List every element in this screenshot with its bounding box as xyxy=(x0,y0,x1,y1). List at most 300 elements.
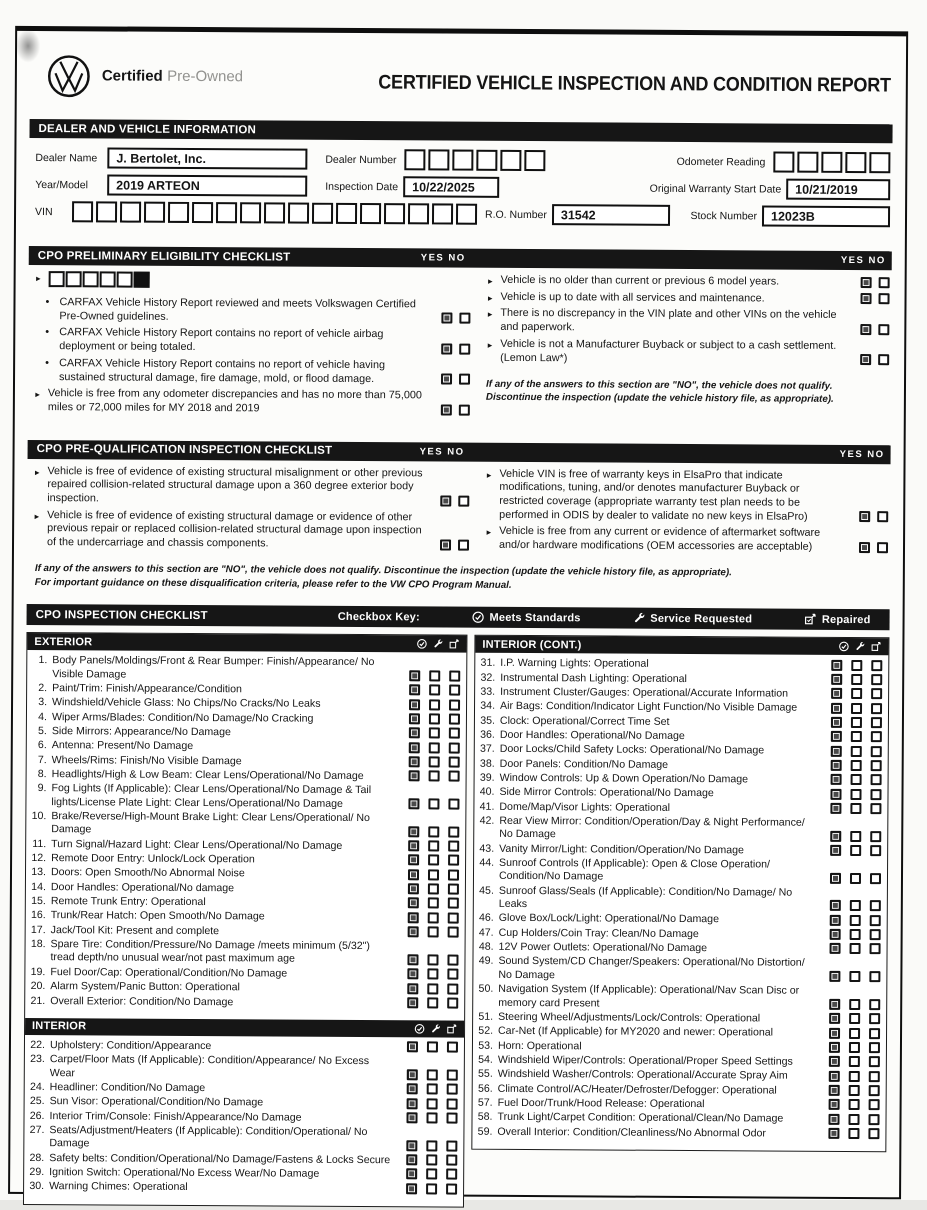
repaired-icon xyxy=(804,613,817,626)
item-number: 21. xyxy=(30,994,46,1007)
meets-standards-checkbox[interactable] xyxy=(829,1099,840,1110)
meets-standards-checkbox[interactable] xyxy=(409,699,420,710)
meets-standards-checkbox[interactable] xyxy=(407,1098,418,1109)
repaired-checkbox[interactable] xyxy=(869,1042,880,1053)
eligibility-item xyxy=(486,307,889,337)
yes-checkbox[interactable] xyxy=(441,404,452,415)
service-requested-checkbox[interactable] xyxy=(428,826,439,837)
meets-standards-checkbox[interactable] xyxy=(831,688,842,699)
repaired-checkbox[interactable] xyxy=(449,685,460,696)
repaired-checkbox[interactable] xyxy=(446,1112,457,1123)
service-requested-checkbox[interactable] xyxy=(851,688,862,699)
repaired-checkbox[interactable] xyxy=(447,1069,458,1080)
item-text: Fuel Door/Cap: Operational/Condition/No Damage xyxy=(50,965,288,980)
item-text: Door Handles: Operational/No Damage xyxy=(499,728,685,742)
checklist-item xyxy=(28,838,459,854)
meets-standards-checkbox[interactable] xyxy=(408,798,419,809)
meets-standards-checkbox[interactable] xyxy=(407,1084,418,1095)
warranty-start-field[interactable]: 10/21/2019 xyxy=(786,179,890,201)
checklist-item xyxy=(29,725,460,741)
meets-standards-checkbox[interactable] xyxy=(829,1013,840,1024)
repaired-checkbox[interactable] xyxy=(870,831,881,842)
repaired-checkbox[interactable] xyxy=(449,714,460,725)
yes-checkbox[interactable] xyxy=(859,511,870,522)
repaired-checkbox[interactable] xyxy=(449,742,460,753)
vin-field[interactable] xyxy=(69,201,477,224)
prequalification-item xyxy=(33,509,469,553)
yes-checkbox[interactable] xyxy=(441,374,452,385)
service-requested-checkbox[interactable] xyxy=(851,674,862,685)
repaired-checkbox[interactable] xyxy=(448,826,459,837)
yes-checkbox[interactable] xyxy=(860,324,871,335)
meets-standards-checkbox[interactable] xyxy=(831,674,842,685)
item-number: 18. xyxy=(30,938,46,951)
item-text: 12V Power Outlets: Operational/No Damage xyxy=(498,940,708,955)
checklist-item xyxy=(476,800,881,816)
item-text: Fuel Door/Trunk/Hood Release: Operational xyxy=(497,1096,705,1111)
yes-checkbox[interactable] xyxy=(859,542,870,553)
repaired-checkbox[interactable] xyxy=(448,912,459,923)
service-requested-checkbox[interactable] xyxy=(851,774,862,785)
checklist-item xyxy=(27,1081,458,1097)
meets-standards-checkbox[interactable] xyxy=(409,728,420,739)
yes-checkbox[interactable] xyxy=(440,539,451,550)
repaired-checkbox[interactable] xyxy=(871,660,882,671)
service-requested-checkbox[interactable] xyxy=(427,1042,438,1053)
dealer-number-field[interactable] xyxy=(402,149,546,171)
meets-standards-checkbox[interactable] xyxy=(407,1041,418,1052)
service-requested-checkbox[interactable] xyxy=(427,1098,438,1109)
meets-standards-checkbox[interactable] xyxy=(408,840,419,851)
checklist-item xyxy=(475,1054,880,1070)
meets-standards-checkbox[interactable] xyxy=(830,943,841,954)
no-checkbox[interactable] xyxy=(459,374,470,385)
service-requested-checkbox[interactable] xyxy=(427,1084,438,1095)
exterior-items xyxy=(25,650,466,1020)
checklist-item xyxy=(476,786,881,802)
eligibility-item xyxy=(487,274,890,290)
repaired-checkbox[interactable] xyxy=(449,757,460,768)
repaired-checkbox[interactable] xyxy=(870,915,881,926)
service-requested-checkbox[interactable] xyxy=(850,831,861,842)
meets-standards-checkbox[interactable] xyxy=(408,826,419,837)
yes-checkbox[interactable] xyxy=(441,343,452,354)
no-checkbox[interactable] xyxy=(458,539,469,550)
meets-standards-checkbox[interactable] xyxy=(830,873,841,884)
dealer-info-bar-title: DEALER AND VEHICLE INFORMATION xyxy=(38,122,257,136)
no-checkbox[interactable] xyxy=(459,404,470,415)
meets-standards-checkbox[interactable] xyxy=(830,803,841,814)
repaired-checkbox[interactable] xyxy=(869,1028,880,1039)
service-requested-checkbox[interactable] xyxy=(428,927,439,938)
item-text: Antenna: Present/No Damage xyxy=(51,739,194,753)
repaired-checkbox[interactable] xyxy=(446,1183,457,1194)
vin-char xyxy=(408,203,429,224)
meets-standards-checkbox[interactable] xyxy=(830,789,841,800)
service-requested-checkbox[interactable] xyxy=(849,1013,860,1024)
meets-standards-checkbox[interactable] xyxy=(409,771,420,782)
repaired-checkbox[interactable] xyxy=(871,760,882,771)
service-requested-checkbox[interactable] xyxy=(428,869,439,880)
meets-standards-checkbox[interactable] xyxy=(830,915,841,926)
item-number: 48. xyxy=(478,940,494,953)
service-requested-checkbox[interactable] xyxy=(850,900,861,911)
repaired-checkbox[interactable] xyxy=(448,927,459,938)
repaired-checkbox[interactable] xyxy=(447,997,458,1008)
service-requested-checkbox[interactable] xyxy=(849,1056,860,1067)
service-requested-checkbox[interactable] xyxy=(850,845,861,856)
meets-standards-checkbox[interactable] xyxy=(828,1113,839,1124)
item-number: 49. xyxy=(478,955,494,968)
service-requested-checkbox[interactable] xyxy=(429,742,440,753)
repaired-icon xyxy=(446,1023,457,1034)
dealer-number-digit xyxy=(429,149,450,170)
service-requested-checkbox[interactable] xyxy=(849,1071,860,1082)
item-text: Navigation System (If Applicable): Operational/Nav Scan Disc or memory card Present xyxy=(498,983,800,1009)
repaired-checkbox[interactable] xyxy=(448,869,459,880)
yes-checkbox[interactable] xyxy=(441,313,452,324)
inspection-date-field[interactable]: 10/22/2025 xyxy=(403,176,499,198)
repaired-checkbox[interactable] xyxy=(870,873,881,884)
meets-standards-checkbox[interactable] xyxy=(831,774,842,785)
item-text: Glove Box/Lock/Light: Operational/No Damage xyxy=(498,912,720,926)
item-number: 22. xyxy=(30,1038,45,1051)
meets-standards-checkbox[interactable] xyxy=(408,926,419,937)
item-number: 4. xyxy=(38,710,48,723)
meets-standards-checkbox[interactable] xyxy=(408,855,419,866)
checklist-item xyxy=(475,1011,880,1027)
repaired-checkbox[interactable] xyxy=(870,789,881,800)
checklist-item xyxy=(477,671,882,687)
meets-standards-checkbox[interactable] xyxy=(408,898,419,909)
dealer-info-row-3 xyxy=(35,201,890,227)
meets-standards-checkbox[interactable] xyxy=(830,845,841,856)
service-requested-checkbox[interactable] xyxy=(851,760,862,771)
item-number: 51. xyxy=(478,1010,494,1023)
meets-standards-checkbox[interactable] xyxy=(406,1183,417,1194)
repaired-checkbox[interactable] xyxy=(870,901,881,912)
meets-standards-checkbox[interactable] xyxy=(830,831,841,842)
arrow-bullet-icon: ► xyxy=(33,467,41,477)
service-requested-checkbox[interactable] xyxy=(851,746,862,757)
service-requested-checkbox[interactable] xyxy=(849,1099,860,1110)
service-requested-checkbox[interactable] xyxy=(848,1128,859,1139)
repaired-checkbox[interactable] xyxy=(868,1128,879,1139)
repaired-checkbox[interactable] xyxy=(871,703,882,714)
item-number: 14. xyxy=(31,880,46,893)
item-text: Cup Holders/Coin Tray: Clean/No Damage xyxy=(498,926,699,940)
yes-no-header-left: YES NO xyxy=(420,252,466,264)
repaired-checkbox[interactable] xyxy=(448,898,459,909)
checklist-item xyxy=(28,895,459,911)
meets-standards-checkbox[interactable] xyxy=(407,1069,418,1080)
arrow-bullet-icon: ► xyxy=(34,274,43,284)
service-requested-checkbox[interactable] xyxy=(849,971,860,982)
service-requested-checkbox[interactable] xyxy=(851,660,862,671)
repaired-checkbox[interactable] xyxy=(869,1056,880,1067)
yes-checkbox[interactable] xyxy=(860,354,871,365)
service-requested-checkbox[interactable] xyxy=(429,728,440,739)
item-text: Safety belts: Condition/Operational/No Damage/Fastens & Locks Secure xyxy=(49,1151,391,1166)
meets-standards-checkbox[interactable] xyxy=(406,1169,417,1180)
meets-standards-checkbox[interactable] xyxy=(829,1042,840,1053)
odometer-digit xyxy=(797,152,818,173)
repaired-checkbox[interactable] xyxy=(447,983,458,994)
meets-standards-checkbox[interactable] xyxy=(831,717,842,728)
dealer-number-digit xyxy=(453,150,474,171)
checklist-item xyxy=(474,1111,879,1127)
checklist-item xyxy=(26,1110,457,1126)
service-requested-checkbox[interactable] xyxy=(851,717,862,728)
repaired-checkbox[interactable] xyxy=(869,971,880,982)
service-requested-checkbox[interactable] xyxy=(849,1085,860,1096)
dealer-name-field[interactable]: J. Bertolet, Inc. xyxy=(107,147,307,169)
repaired-checkbox[interactable] xyxy=(448,799,459,810)
item-text: Vanity Mirror/Light: Condition/Operation/No Damage xyxy=(499,842,744,857)
no-checkbox[interactable] xyxy=(877,512,888,523)
service-requested-checkbox[interactable] xyxy=(427,969,438,980)
service-requested-checkbox[interactable] xyxy=(429,685,440,696)
vin-char xyxy=(192,202,213,223)
eligibility-item-text: Vehicle is no older than current or previous 6 model years. xyxy=(500,273,780,288)
meets-standards-checkbox[interactable] xyxy=(830,929,841,940)
service-requested-checkbox[interactable] xyxy=(849,1042,860,1053)
yes-checkbox[interactable] xyxy=(861,277,872,288)
service-requested-checkbox[interactable] xyxy=(426,1169,437,1180)
service-requested-checkbox[interactable] xyxy=(428,884,439,895)
bullet-icon: • xyxy=(45,296,50,309)
meets-standards-checkbox[interactable] xyxy=(829,971,840,982)
repaired-checkbox[interactable] xyxy=(870,803,881,814)
no-checkbox[interactable] xyxy=(458,495,469,506)
meets-standards-checkbox[interactable] xyxy=(829,999,840,1010)
service-requested-checkbox[interactable] xyxy=(429,756,440,767)
prequalification-note-line1: If any of the answers to this section are "NO", the vehicle does not qualify. Discontinue the inspection (update the vehicle history file, as appropriate). xyxy=(34,562,732,579)
service-requested-checkbox[interactable] xyxy=(428,798,439,809)
repaired-checkbox[interactable] xyxy=(447,1084,458,1095)
service-requested-checkbox[interactable] xyxy=(427,954,438,965)
ro-number-field[interactable]: 31542 xyxy=(552,204,670,226)
no-checkbox[interactable] xyxy=(878,354,889,365)
repaired-checkbox[interactable] xyxy=(870,845,881,856)
checklist-item xyxy=(28,909,459,925)
item-number: 55. xyxy=(478,1067,493,1081)
meets-standards-icon xyxy=(416,639,427,650)
no-checkbox[interactable] xyxy=(879,277,890,288)
service-requested-icon xyxy=(632,612,645,625)
item-number: 35. xyxy=(480,714,495,727)
repaired-checkbox[interactable] xyxy=(869,1085,880,1096)
repaired-label: Repaired xyxy=(821,613,871,626)
service-requested-icon xyxy=(432,639,443,650)
service-requested-checkbox[interactable] xyxy=(426,1183,437,1194)
meets-standards-checkbox[interactable] xyxy=(831,659,842,670)
service-requested-checkbox[interactable] xyxy=(850,789,861,800)
service-requested-checkbox[interactable] xyxy=(849,1028,860,1039)
vin-char xyxy=(384,203,405,224)
item-text: Overall Exterior: Condition/No Damage xyxy=(50,994,234,1008)
repaired-checkbox[interactable] xyxy=(871,731,882,742)
checklist-item xyxy=(474,1125,879,1141)
repaired-checkbox[interactable] xyxy=(869,1071,880,1082)
meets-standards-checkbox[interactable] xyxy=(408,883,419,894)
service-requested-checkbox[interactable] xyxy=(850,915,861,926)
repaired-checkbox[interactable] xyxy=(871,717,882,728)
no-checkbox[interactable] xyxy=(877,542,888,553)
repaired-checkbox[interactable] xyxy=(449,670,460,681)
meets-standards-checkbox[interactable] xyxy=(406,1154,417,1165)
item-text: Windshield Washer/Controls: Operational/Accurate Spray Aim xyxy=(497,1068,788,1082)
dealer-info xyxy=(29,138,893,237)
arrow-bullet-icon: ► xyxy=(486,293,494,303)
service-requested-checkbox[interactable] xyxy=(850,873,861,884)
service-requested-checkbox[interactable] xyxy=(850,943,861,954)
odometer-field[interactable] xyxy=(770,151,890,173)
repaired-checkbox[interactable] xyxy=(869,999,880,1010)
meets-standards-checkbox[interactable] xyxy=(829,1056,840,1067)
meets-standards-checkbox[interactable] xyxy=(406,1140,417,1151)
no-checkbox[interactable] xyxy=(459,343,470,354)
item-text: Clock: Operational/Correct Time Set xyxy=(499,714,670,728)
item-number: 12. xyxy=(31,852,47,865)
meets-standards-checkbox[interactable] xyxy=(409,685,420,696)
meets-standards-checkbox[interactable] xyxy=(407,997,418,1008)
meets-standards-checkbox[interactable] xyxy=(407,954,418,965)
checklist-item xyxy=(476,884,881,913)
service-requested-checkbox[interactable] xyxy=(428,898,439,909)
vin-char xyxy=(168,202,189,223)
meets-standards-checkbox[interactable] xyxy=(831,746,842,757)
service-requested-checkbox[interactable] xyxy=(428,840,439,851)
item-text: Remote Trunk Entry: Operational xyxy=(50,895,206,909)
repaired-checkbox[interactable] xyxy=(449,699,460,710)
meets-standards-checkbox[interactable] xyxy=(829,1027,840,1038)
meets-standards-checkbox[interactable] xyxy=(831,760,842,771)
service-requested-checkbox[interactable] xyxy=(849,999,860,1010)
meets-standards-checkbox[interactable] xyxy=(409,756,420,767)
stock-number-field[interactable]: 12023B xyxy=(762,205,890,227)
service-requested-checkbox[interactable] xyxy=(427,983,438,994)
item-number: 47. xyxy=(478,926,494,939)
inspection-columns xyxy=(23,632,889,1210)
arrow-bullet-icon: ► xyxy=(33,511,41,521)
service-requested-checkbox[interactable] xyxy=(428,912,439,923)
no-checkbox[interactable] xyxy=(878,294,889,305)
right-checklist-box xyxy=(471,635,889,1152)
meets-standards-checkbox[interactable] xyxy=(408,912,419,923)
yes-checkbox[interactable] xyxy=(860,293,871,304)
vin-char xyxy=(216,202,237,223)
service-requested-checkbox[interactable] xyxy=(427,997,438,1008)
meets-standards-checkbox[interactable] xyxy=(828,1128,839,1139)
meets-standards-label: Meets Standards xyxy=(489,611,581,625)
repaired-checkbox[interactable] xyxy=(870,929,881,940)
meets-standards-checkbox[interactable] xyxy=(408,869,419,880)
service-requested-checkbox[interactable] xyxy=(429,771,440,782)
repaired-checkbox[interactable] xyxy=(870,944,881,955)
odometer-digit xyxy=(869,152,890,173)
repaired-checkbox[interactable] xyxy=(871,774,882,785)
meets-standards-checkbox[interactable] xyxy=(407,983,418,994)
vin-char xyxy=(72,201,93,222)
repaired-checkbox[interactable] xyxy=(869,1099,880,1110)
service-requested-checkbox[interactable] xyxy=(429,670,440,681)
item-text: Sun Visor: Operational/Condition/No Damage xyxy=(49,1095,264,1109)
repaired-checkbox[interactable] xyxy=(449,728,460,739)
item-number: 1. xyxy=(38,654,48,667)
meets-standards-checkbox[interactable] xyxy=(407,968,418,979)
repaired-checkbox[interactable] xyxy=(871,746,882,757)
repaired-checkbox[interactable] xyxy=(446,1169,457,1180)
repaired-checkbox[interactable] xyxy=(447,969,458,980)
repaired-checkbox[interactable] xyxy=(448,855,459,866)
service-requested-checkbox[interactable] xyxy=(426,1140,437,1151)
repaired-checkbox[interactable] xyxy=(447,1042,458,1053)
service-requested-checkbox[interactable] xyxy=(429,713,440,724)
repaired-checkbox[interactable] xyxy=(869,1013,880,1024)
service-requested-checkbox[interactable] xyxy=(428,855,439,866)
service-requested-checkbox[interactable] xyxy=(850,929,861,940)
eligibility-item-text: CARFAX Vehicle History Report contains no report of vehicle having sustained structural damage, fire damage, mold, or flood damage. xyxy=(59,356,386,385)
item-number: 33. xyxy=(480,685,496,698)
repaired-checkbox[interactable] xyxy=(871,688,882,699)
meets-standards-checkbox[interactable] xyxy=(830,900,841,911)
meets-standards-checkbox[interactable] xyxy=(409,742,420,753)
service-requested-checkbox[interactable] xyxy=(429,699,440,710)
meets-standards-checkbox[interactable] xyxy=(409,713,420,724)
meets-standards-checkbox[interactable] xyxy=(406,1112,417,1123)
item-number: 37. xyxy=(480,743,495,756)
item-text: Window Controls: Up & Down Operation/No Damage xyxy=(499,771,749,786)
repaired-checkbox[interactable] xyxy=(448,884,459,895)
repaired-checkbox[interactable] xyxy=(446,1154,457,1165)
repaired-checkbox[interactable] xyxy=(447,954,458,965)
item-text: Upholstery: Condition/Appearance xyxy=(49,1038,212,1052)
service-requested-checkbox[interactable] xyxy=(848,1114,859,1125)
repaired-checkbox[interactable] xyxy=(448,841,459,852)
meets-standards-checkbox[interactable] xyxy=(831,731,842,742)
service-requested-checkbox[interactable] xyxy=(427,1069,438,1080)
repaired-checkbox[interactable] xyxy=(871,674,882,685)
yes-checkbox[interactable] xyxy=(440,495,451,506)
item-text: Interior Trim/Console: Finish/Appearance/No Damage xyxy=(49,1109,302,1124)
repaired-checkbox[interactable] xyxy=(446,1140,457,1151)
prequalification-item xyxy=(485,467,888,524)
service-requested-checkbox[interactable] xyxy=(426,1112,437,1123)
no-checkbox[interactable] xyxy=(878,324,889,335)
checklist-item xyxy=(28,924,459,940)
meets-standards-checkbox[interactable] xyxy=(831,702,842,713)
meets-standards-checkbox[interactable] xyxy=(829,1070,840,1081)
item-text: Instrument Cluster/Gauges: Operational/Accurate Information xyxy=(500,685,789,700)
dealer-info-row-1 xyxy=(35,147,890,173)
service-requested-checkbox[interactable] xyxy=(851,731,862,742)
repaired-checkbox[interactable] xyxy=(449,771,460,782)
repaired-checkbox[interactable] xyxy=(447,1098,458,1109)
checklist-item xyxy=(28,866,459,882)
service-requested-checkbox[interactable] xyxy=(426,1154,437,1165)
year-model-field[interactable]: 2019 ARTEON xyxy=(107,174,307,196)
no-checkbox[interactable] xyxy=(459,313,470,324)
meets-standards-checkbox[interactable] xyxy=(829,1085,840,1096)
service-requested-checkbox[interactable] xyxy=(851,703,862,714)
dealer-number-digit xyxy=(405,149,426,170)
checklist-item xyxy=(476,912,881,928)
repaired-checkbox[interactable] xyxy=(868,1114,879,1125)
service-requested-checkbox[interactable] xyxy=(850,803,861,814)
meets-standards-checkbox[interactable] xyxy=(409,670,420,681)
prequalification-bar-title: CPO PRE-QUALIFICATION INSPECTION CHECKLIST xyxy=(36,443,333,457)
